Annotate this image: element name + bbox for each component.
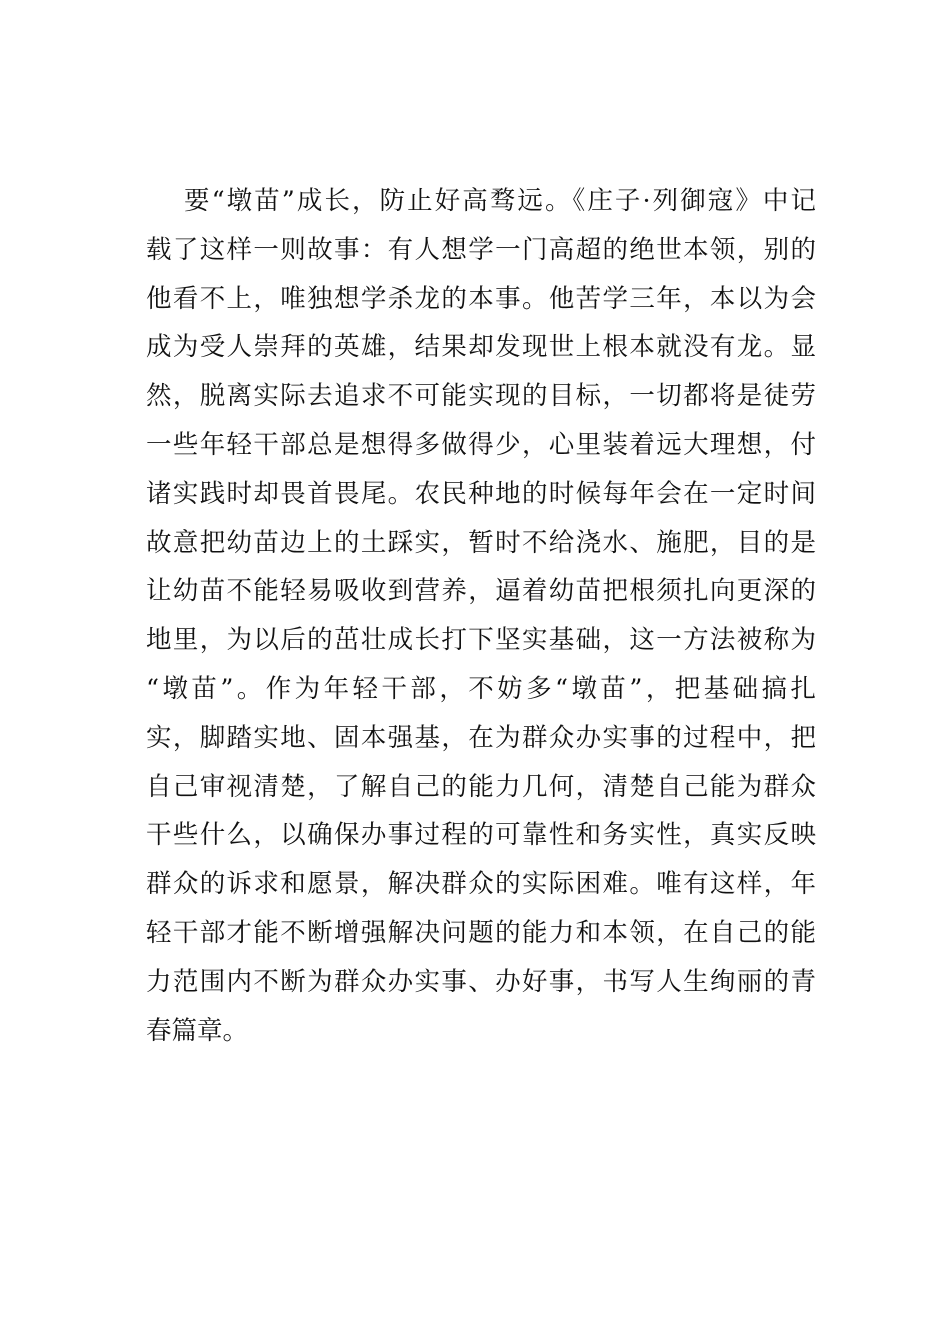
- paragraph-line: 载了这样一则故事：有人想学一门高超的绝世本领，别的: [146, 234, 816, 265]
- paragraph-line: 然，脱离实际去追求不可能实现的目标，一切都将是徒劳: [146, 381, 816, 412]
- paragraph-line: 故意把幼苗边上的土踩实，暂时不给浇水、施肥，目的是: [146, 527, 816, 558]
- paragraph-line: 群众的诉求和愿景，解决群众的实际困难。唯有这样，年: [146, 869, 816, 900]
- paragraph-line: 春篇章。: [146, 1015, 249, 1046]
- paragraph-line: 力范围内不断为群众办实事、办好事，书写人生绚丽的青: [146, 966, 816, 997]
- paragraph-line: 让幼苗不能轻易吸收到营养，逼着幼苗把根须扎向更深的: [146, 576, 816, 607]
- paragraph: [146, 177, 816, 1055]
- paragraph-line: 他看不上，唯独想学杀龙的本事。他苦学三年，本以为会: [146, 283, 816, 314]
- paragraph-line: 自己审视清楚，了解自己的能力几何，清楚自己能为群众: [146, 771, 816, 802]
- paragraph-line: 轻干部才能不断增强解决问题的能力和本领，在自己的能: [146, 917, 816, 948]
- paragraph-line: 干些什么，以确保办事过程的可靠性和务实性，真实反映: [146, 820, 816, 851]
- paragraph-line: 成为受人崇拜的英雄，结果却发现世上根本就没有龙。显: [146, 332, 816, 363]
- paragraph-line: 实，脚踏实地、固本强基，在为群众办实事的过程中，把: [146, 722, 816, 753]
- paragraph-line: “墩苗”。作为年轻干部，不妨多“墩苗”，把基础搞扎: [146, 673, 816, 704]
- paragraph-line: 要“墩苗”成长，防止好高骛远。《庄子·列御寇》中记: [184, 186, 816, 216]
- paragraph-line: 诸实践时却畏首畏尾。农民种地的时候每年会在一定时间: [146, 478, 816, 509]
- paragraph-line: 地里，为以后的茁壮成长打下坚实基础，这一方法被称为: [146, 625, 816, 656]
- paragraph-line: 一些年轻干部总是想得多做得少，心里装着远大理想，付: [146, 429, 816, 460]
